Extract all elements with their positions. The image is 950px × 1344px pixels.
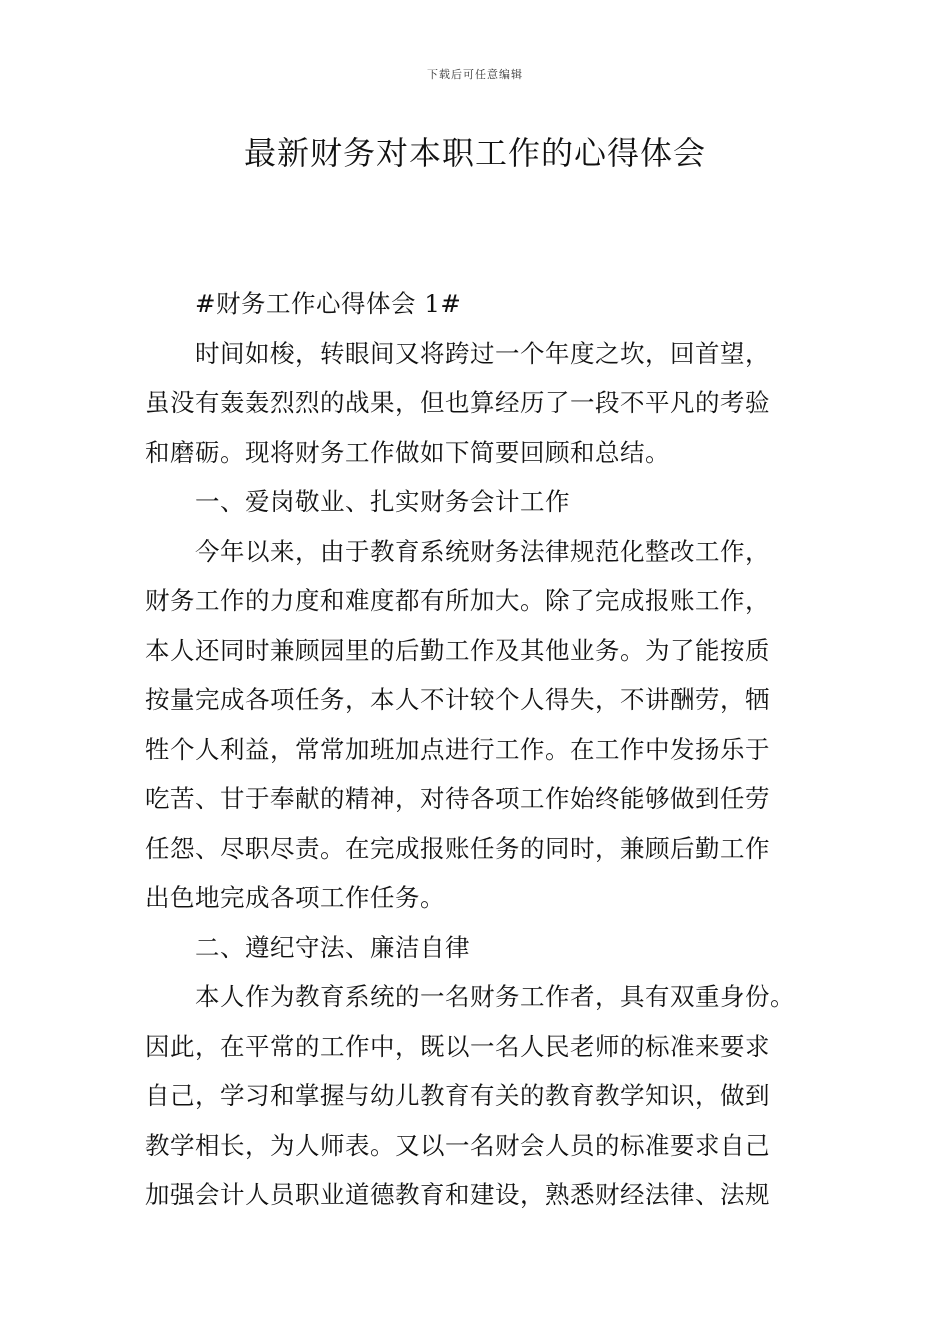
text-line: 二、遵纪守法、廉洁自律 — [195, 932, 470, 962]
text-line: 自己，学习和掌握与幼儿教育有关的教育教学知识，做到 — [145, 1081, 770, 1110]
text-line: 本人还同时兼顾园里的后勤工作及其他业务。为了能按质 — [145, 635, 770, 665]
document-title: 最新财务对本职工作的心得体会 — [243, 134, 706, 172]
text-line: 任怨、尽职尽责。在完成报账任务的同时，兼顾后勤工作 — [145, 833, 770, 863]
text-line: 加强会计人员职业道德教育和建设，熟悉财经法律、法规 — [145, 1180, 770, 1209]
text-line: 因此，在平常的工作中，既以一名人民老师的标准来要求 — [145, 1031, 770, 1061]
text-line: #财务工作心得体会 1# — [195, 289, 462, 318]
text-line: 虽没有轰轰烈烈的战果，但也算经历了一段不平凡的考验 — [145, 388, 770, 417]
header-note: 下载后可任意编辑 — [427, 68, 523, 81]
text-line: 财务工作的力度和难度都有所加大。除了完成报账工作， — [145, 586, 770, 615]
text-line: 出色地完成各项工作任务。 — [145, 883, 445, 912]
text-line: 教学相长，为人师表。又以一名财会人员的标准要求自己 — [145, 1130, 770, 1160]
text-line: 时间如梭，转眼间又将跨过一个年度之坎，回首望， — [195, 338, 770, 368]
text-line: 按量完成各项任务，本人不计较个人得失，不讲酬劳，牺 — [145, 685, 770, 714]
text-line: 牲个人利益，常常加班加点进行工作。在工作中发扬乐于 — [145, 734, 770, 764]
document-body — [145, 279, 810, 1220]
text-line: 吃苦、甘于奉献的精神，对待各项工作始终能够做到任劳 — [145, 784, 770, 813]
text-line: 今年以来，由于教育系统财务法律规范化整改工作， — [195, 536, 770, 566]
text-line: 本人作为教育系统的一名财务工作者，具有双重身份。 — [195, 982, 795, 1011]
text-line: 和磨砺。现将财务工作做如下简要回顾和总结。 — [145, 437, 670, 467]
text-line: 一、爱岗敬业、扎实财务会计工作 — [195, 487, 570, 516]
